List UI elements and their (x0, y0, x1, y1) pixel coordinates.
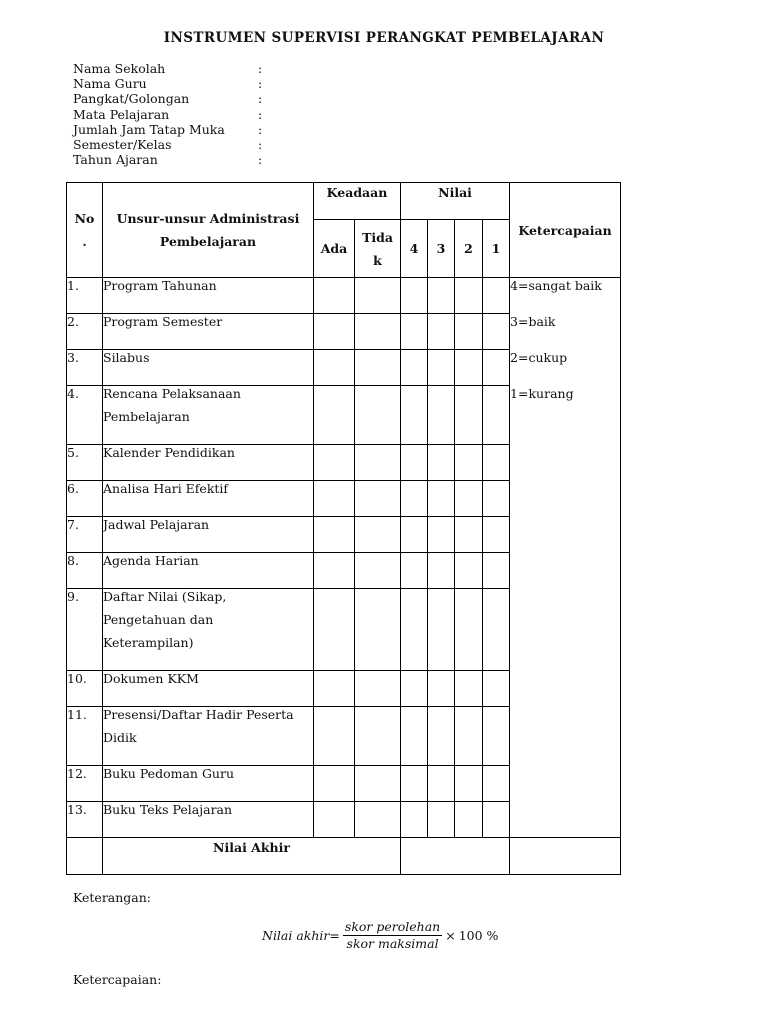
header-ada: Ada (314, 220, 355, 278)
cell-ada[interactable] (314, 589, 355, 671)
cell-tidak[interactable] (355, 481, 401, 517)
cell-score-3[interactable] (428, 314, 455, 350)
header-unsur (103, 183, 314, 278)
identity-label: Tahun Ajaran (73, 152, 158, 168)
cell-score-4[interactable] (401, 517, 428, 553)
row-item-line: Presensi/Daftar Hadir Peserta (103, 707, 294, 722)
header-no-dot: . (82, 234, 87, 249)
header-nilai: Nilai (401, 183, 510, 220)
score-formula (262, 919, 498, 952)
cell-tidak[interactable] (355, 350, 401, 386)
cell-score-1[interactable] (483, 445, 510, 481)
row-item-line: Pengetahuan dan (103, 612, 214, 627)
identity-label: Jumlah Jam Tatap Muka (73, 121, 225, 137)
cell-ada[interactable] (314, 802, 355, 838)
header-keadaan: Keadaan (314, 183, 401, 220)
row-number: 12. (67, 766, 103, 802)
row-number: 5. (67, 445, 103, 481)
cell-score-4[interactable] (401, 445, 428, 481)
legend-item: 2=cukup (510, 350, 568, 365)
identity-colon: : (258, 121, 263, 137)
cell-score-4[interactable] (401, 314, 428, 350)
header-score-3: 3 (428, 220, 455, 278)
row-number: 2. (67, 314, 103, 350)
identity-colon: : (258, 136, 263, 152)
row-item-line: Analisa Hari Efektif (103, 481, 229, 496)
identity-colon: : (258, 76, 263, 92)
cell-score-3[interactable] (428, 481, 455, 517)
row-item (103, 350, 314, 386)
cell-score-4[interactable] (401, 481, 428, 517)
legend-item: 3=baik (510, 314, 556, 329)
header-score-4: 4 (401, 220, 428, 278)
row-number: 4. (67, 386, 103, 445)
row-number: 8. (67, 553, 103, 589)
identity-row (73, 91, 373, 106)
cell-score-2[interactable] (455, 707, 483, 766)
formula-denominator: skor maksimal (346, 936, 439, 951)
footer-nilai-akhir-label: Nilai Akhir (103, 838, 401, 875)
cell-score-4[interactable] (401, 671, 428, 707)
keterangan-label: Keterangan: (73, 890, 152, 905)
cell-ada[interactable] (314, 481, 355, 517)
row-number: 7. (67, 517, 103, 553)
row-item (103, 445, 314, 481)
cell-score-3[interactable] (428, 350, 455, 386)
row-item-line: Pembelajaran (103, 409, 190, 424)
header-tidak (355, 220, 401, 278)
cell-tidak[interactable] (355, 314, 401, 350)
cell-score-2[interactable] (455, 553, 483, 589)
cell-score-3[interactable] (428, 553, 455, 589)
cell-tidak[interactable] (355, 671, 401, 707)
header-tidak-line2: k (373, 252, 382, 268)
row-item (103, 671, 314, 707)
identity-colon: : (258, 152, 263, 168)
row-number: 11. (67, 707, 103, 766)
row-item (103, 553, 314, 589)
cell-score-3[interactable] (428, 445, 455, 481)
cell-score-2[interactable] (455, 350, 483, 386)
row-item-line: Buku Pedoman Guru (103, 766, 234, 781)
identity-section (73, 61, 373, 167)
cell-score-1[interactable] (483, 553, 510, 589)
header-score-2: 2 (455, 220, 483, 278)
row-item-line: Keterampilan) (103, 635, 194, 650)
cell-tidak[interactable] (355, 445, 401, 481)
identity-row (73, 137, 373, 152)
formula-numerator: skor perolehan (344, 919, 441, 934)
cell-score-3[interactable] (428, 386, 455, 445)
cell-ada[interactable] (314, 314, 355, 350)
header-score-1: 1 (483, 220, 510, 278)
cell-score-3[interactable] (428, 707, 455, 766)
cell-ada[interactable] (314, 707, 355, 766)
cell-tidak[interactable] (355, 589, 401, 671)
row-item-line: Silabus (103, 350, 150, 365)
cell-tidak[interactable] (355, 802, 401, 838)
row-item-line: Jadwal Pelajaran (103, 517, 210, 532)
cell-score-4[interactable] (401, 350, 428, 386)
cell-score-3[interactable] (428, 671, 455, 707)
identity-label: Nama Guru (73, 76, 147, 92)
cell-score-2[interactable] (455, 589, 483, 671)
formula-times: × (445, 928, 456, 943)
identity-label: Semester/Kelas (73, 136, 172, 152)
cell-score-1[interactable] (483, 517, 510, 553)
cell-ada[interactable] (314, 278, 355, 314)
cell-tidak[interactable] (355, 553, 401, 589)
cell-score-2[interactable] (455, 445, 483, 481)
cell-score-1[interactable] (483, 766, 510, 802)
ketercapaian-label: Ketercapaian: (73, 972, 162, 987)
cell-tidak[interactable] (355, 766, 401, 802)
cell-score-3[interactable] (428, 517, 455, 553)
row-item-line: Didik (103, 730, 137, 745)
cell-score-2[interactable] (455, 766, 483, 802)
row-number: 6. (67, 481, 103, 517)
legend-item: 4=sangat baik (510, 278, 602, 293)
cell-tidak[interactable] (355, 278, 401, 314)
cell-score-4[interactable] (401, 553, 428, 589)
cell-tidak[interactable] (355, 386, 401, 445)
table-row (67, 278, 621, 314)
row-item (103, 278, 314, 314)
cell-score-1[interactable] (483, 589, 510, 671)
row-item-line: Daftar Nilai (Sikap, (103, 589, 227, 604)
document-title: INSTRUMEN SUPERVISI PERANGKAT PEMBELAJARAN (163, 30, 605, 46)
cell-score-4[interactable] (401, 278, 428, 314)
footer-no-cell (67, 838, 103, 875)
row-item (103, 517, 314, 553)
row-item-line: Program Tahunan (103, 278, 217, 293)
cell-score-1[interactable] (483, 386, 510, 445)
cell-score-1[interactable] (483, 802, 510, 838)
identity-row (73, 61, 373, 76)
cell-score-4[interactable] (401, 707, 428, 766)
cell-score-3[interactable] (428, 589, 455, 671)
header-row-top (67, 183, 621, 220)
identity-colon: : (258, 91, 263, 107)
identity-row (73, 107, 373, 122)
cell-score-2[interactable] (455, 802, 483, 838)
row-item (103, 802, 314, 838)
cell-score-3[interactable] (428, 278, 455, 314)
header-tidak-line1: Tida (362, 229, 393, 245)
identity-row (73, 152, 373, 167)
formula-factor: 100 % (458, 928, 499, 943)
identity-colon: : (258, 61, 263, 76)
cell-score-1[interactable] (483, 314, 510, 350)
formula-equals: = (329, 928, 340, 943)
header-ketercapaian: Ketercapaian (510, 183, 621, 278)
row-number: 3. (67, 350, 103, 386)
cell-score-4[interactable] (401, 802, 428, 838)
cell-ada[interactable] (314, 671, 355, 707)
row-item (103, 481, 314, 517)
cell-score-4[interactable] (401, 766, 428, 802)
identity-label: Nama Sekolah (73, 61, 166, 76)
row-number: 10. (67, 671, 103, 707)
cell-score-1[interactable] (483, 350, 510, 386)
row-item (103, 766, 314, 802)
header-no-text: No (74, 211, 95, 226)
cell-ada[interactable] (314, 350, 355, 386)
cell-ada[interactable] (314, 386, 355, 445)
row-number: 13. (67, 802, 103, 838)
header-no (67, 183, 103, 278)
legend-cell (510, 278, 621, 838)
cell-ada[interactable] (314, 517, 355, 553)
supervision-table (66, 182, 621, 875)
cell-score-4[interactable] (401, 386, 428, 445)
row-item-line: Program Semester (103, 314, 223, 329)
cell-tidak[interactable] (355, 517, 401, 553)
row-item-line: Rencana Pelaksanaan (103, 386, 241, 401)
cell-ada[interactable] (314, 553, 355, 589)
identity-row (73, 122, 373, 137)
cell-score-3[interactable] (428, 766, 455, 802)
cell-score-1[interactable] (483, 481, 510, 517)
cell-score-2[interactable] (455, 314, 483, 350)
cell-score-2[interactable] (455, 671, 483, 707)
row-item-line: Agenda Harian (103, 553, 199, 568)
identity-label: Pangkat/Golongan (73, 91, 190, 107)
row-item-line: Dokumen KKM (103, 671, 199, 686)
row-item-line: Buku Teks Pelajaran (103, 802, 233, 817)
cell-score-2[interactable] (455, 517, 483, 553)
header-unsur-line1: Unsur-unsur Administrasi (116, 211, 300, 226)
footer-nilai-cell[interactable] (401, 838, 510, 875)
formula-lhs: Nilai akhir (262, 928, 330, 943)
row-item (103, 314, 314, 350)
footer-row (67, 838, 621, 875)
cell-score-1[interactable] (483, 707, 510, 766)
identity-row (73, 76, 373, 91)
cell-ada[interactable] (314, 445, 355, 481)
identity-colon: : (258, 106, 263, 122)
identity-label: Mata Pelajaran (73, 106, 170, 122)
formula-fraction (343, 919, 442, 952)
row-number: 9. (67, 589, 103, 671)
cell-score-2[interactable] (455, 386, 483, 445)
footer-ketercapaian-cell[interactable] (510, 838, 621, 875)
row-item-line: Kalender Pendidikan (103, 445, 235, 460)
header-unsur-line2: Pembelajaran (159, 234, 257, 249)
cell-score-1[interactable] (483, 671, 510, 707)
cell-score-3[interactable] (428, 802, 455, 838)
row-item (103, 707, 314, 766)
row-number: 1. (67, 278, 103, 314)
cell-ada[interactable] (314, 766, 355, 802)
cell-score-4[interactable] (401, 589, 428, 671)
row-item (103, 589, 314, 671)
legend-item: 1=kurang (510, 386, 574, 401)
cell-score-2[interactable] (455, 481, 483, 517)
cell-score-1[interactable] (483, 278, 510, 314)
cell-score-2[interactable] (455, 278, 483, 314)
row-item (103, 386, 314, 445)
cell-tidak[interactable] (355, 707, 401, 766)
